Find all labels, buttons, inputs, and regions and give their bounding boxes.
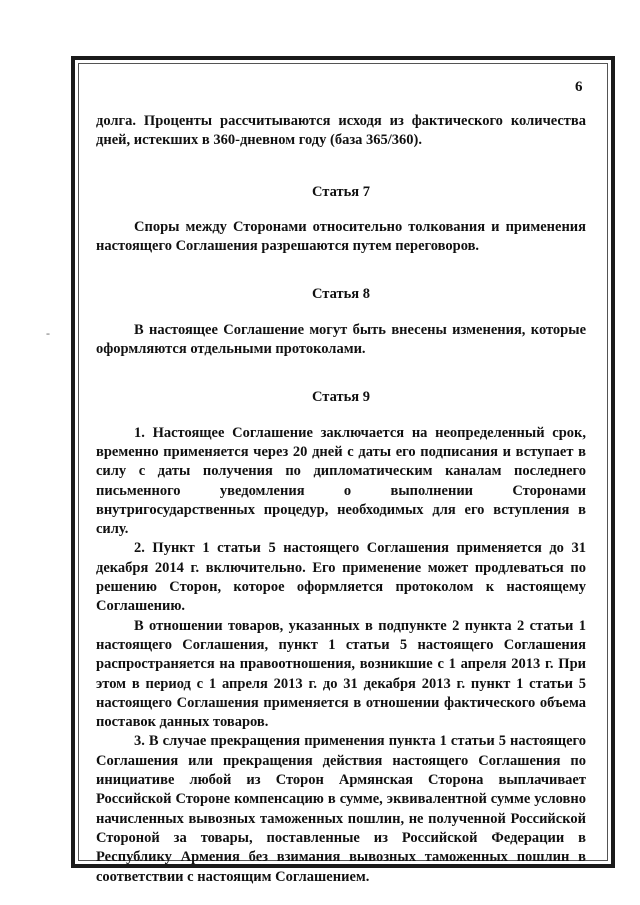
page-number: 6 (575, 79, 583, 95)
article-7-heading: Статья 7 (312, 183, 370, 200)
article-9-paragraph-4: 3. В случае прекращения применения пункта 1 статьи 5 настоящего Соглашения или прекращения действия настоящего Соглашения по инициативе любой из Сторон Армянская Сторона выплачивает Российской Стороне компенсацию в сумме, эквивалентной сумме условно начисленных вывозных таможенных пошлин, не полученной Российской Стороной за товары, поставленные из Российской Федерации в Республику Армения без взимания вывозных таможенных пошлин в соответствии с настоящим Соглашением. (96, 733, 586, 885)
article-9-paragraph-1: 1. Настоящее Соглашение заключается на неопределенный срок, временно применяется через 20 дней с даты его подписания и вступает в силу с даты получения по дипломатическим каналам последнего письменного уведомления о выполнении Сторонами внутригосударственных процедур, необходимых для его вступления в силу. (96, 424, 586, 538)
article-8-text: В настоящее Соглашение могут быть внесены изменения, которые оформляются отдельными протоколами. (96, 321, 586, 358)
article-9-paragraph-2: 2. Пункт 1 статьи 5 настоящего Соглашения применяется до 31 декабря 2014 г. включительно. Его применение может продлеваться по решению Сторон, которое оформляется протоколом к настоящему Соглашению. (96, 540, 586, 615)
document-body (96, 112, 586, 887)
intro-paragraph: долга. Проценты рассчитываются исходя из фактического количества дней, истекших в 360-дневном году (база 365/360). (96, 113, 586, 149)
article-9-paragraph-3: В отношении товаров, указанных в подпункте 2 пункта 2 статьи 1 настоящего Соглашения, пункт 1 статьи 5 настоящего Соглашения распространяется на правоотношения, возникшие с 1 апреля 2013 г. При этом в период с 1 апреля 2013 г. до 31 декабря 2013 г. пункт 1 статьи 5 настоящего Соглашения применяется в отношении фактического объема поставок данных товаров. (96, 617, 586, 731)
scan-speck: - (46, 326, 50, 340)
article-9-heading: Статья 9 (312, 389, 370, 406)
article-8-heading: Статья 8 (312, 286, 370, 303)
article-7-text: Споры между Сторонами относительно толкования и применения настоящего Соглашения разрешаются путем переговоров. (96, 218, 586, 255)
